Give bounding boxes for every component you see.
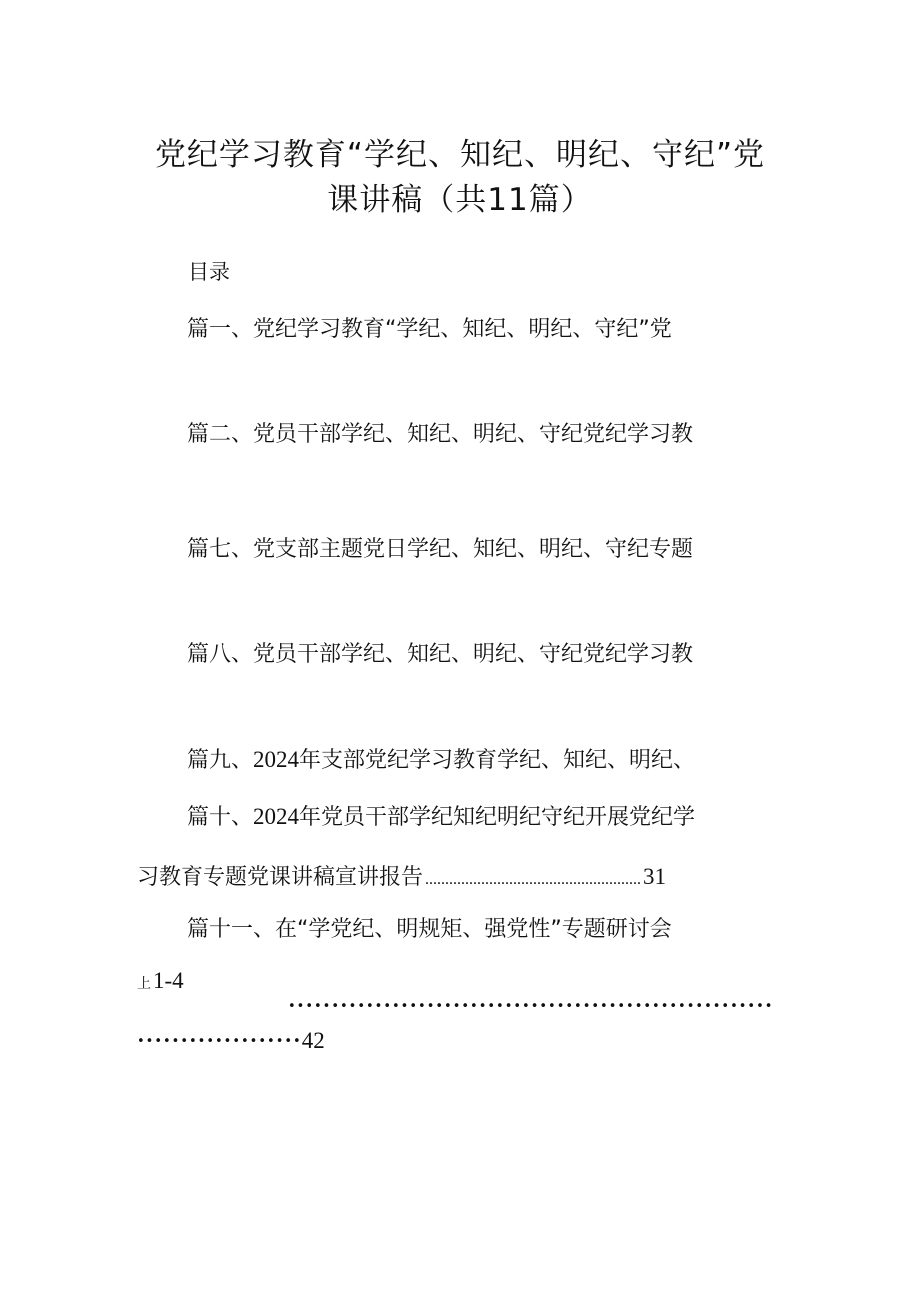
toc-heading: 目录 [188, 260, 230, 284]
toc-entry-10-continuation[interactable] [137, 860, 666, 897]
toc-entry-10-text: 年党员干部学纪知纪明纪守纪开展党纪学 [299, 805, 696, 830]
toc-entry-11-leader-row-2-line[interactable] [137, 1024, 325, 1059]
toc-entry-9-year: 2024 [253, 747, 300, 772]
toc-entry-11-page-number: 42 [301, 1028, 325, 1053]
toc-entry-11-leader-row-1: •••••••••••••••••••••••••••••••••••••••••••••••••••••••• [288, 999, 774, 1014]
toc-entry-1[interactable]: 篇一、党纪学习教育“学纪、知纪、明纪、守纪”党 [187, 317, 672, 342]
toc-entry-11-leader-row-2: ••••••••••••••••••• [137, 1034, 302, 1049]
toc-entry-10-page-number: 31 [643, 864, 667, 889]
toc-entry-2[interactable]: 篇二、党员干部学纪、知纪、明纪、守纪党纪学习教 [187, 422, 694, 447]
toc-entry-11-fragment-glyph: 上 [137, 977, 151, 992]
toc-entry-10[interactable] [187, 800, 695, 835]
toc-entry-7[interactable]: 篇七、党支部主题党日学纪、知纪、明纪、守纪专题 [187, 537, 694, 562]
document-title-line-2: 课讲稿（共11篇） [327, 182, 593, 218]
toc-entry-10-year: 2024 [253, 804, 300, 829]
toc-entry-8[interactable]: 篇八、党员干部学纪、知纪、明纪、守纪党纪学习教 [187, 642, 694, 667]
toc-entry-9-prefix: 篇九、 [187, 748, 254, 773]
toc-entry-9-text: 年支部党纪学习教育学纪、知纪、明纪、 [299, 748, 696, 773]
toc-entry-10-dot-leader: ...................................................... [425, 871, 642, 888]
toc-entry-11-fragment-text: 1-4 [153, 968, 184, 993]
toc-entry-10-prefix: 篇十、 [187, 805, 254, 830]
document-title-line-1: 党纪学习教育“学纪、知纪、明纪、守纪”党 [154, 137, 766, 173]
toc-entry-11[interactable]: 篇十一、在“学党纪、明规矩、强党性”专题研讨会 [187, 917, 672, 942]
toc-entry-9[interactable] [187, 743, 695, 778]
toc-entry-11-fragment [137, 966, 184, 1000]
toc-entry-10-cont-text: 习教育专题党课讲稿宣讲报告 [137, 865, 424, 890]
